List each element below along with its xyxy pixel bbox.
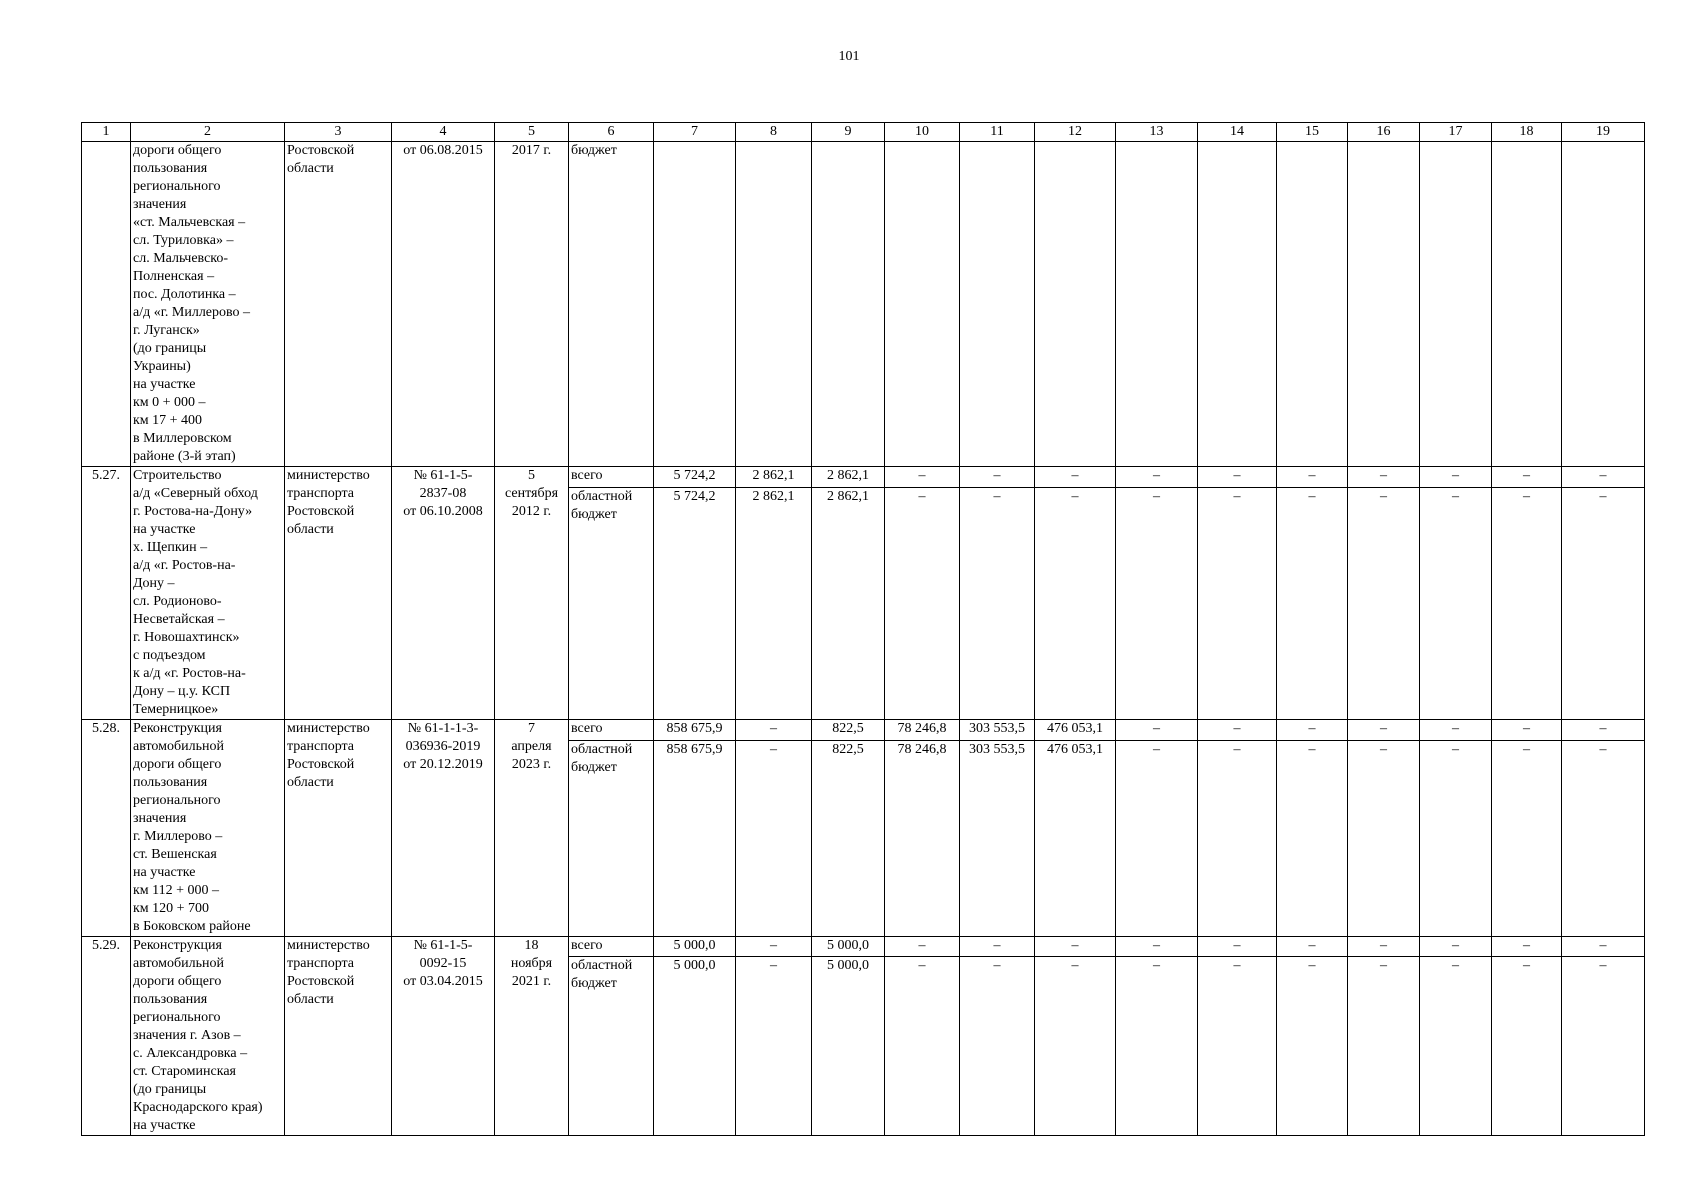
value-cell: –: [1562, 937, 1645, 957]
value-cell: –: [1198, 487, 1277, 719]
value-cell: –: [1198, 467, 1277, 488]
value-cell: –: [1420, 467, 1492, 488]
header-cell: 3: [285, 123, 392, 142]
value-cell: –: [1116, 937, 1198, 957]
funding-source-cell: всего: [569, 720, 654, 741]
value-cell: [1348, 142, 1420, 467]
value-cell: –: [1116, 720, 1198, 741]
table-body: [82, 142, 1645, 1136]
row-number-cell: 5.29.: [82, 937, 131, 1136]
value-cell: –: [885, 957, 960, 1136]
funding-source-cell: областной бюджет: [569, 487, 654, 719]
value-cell: –: [960, 487, 1035, 719]
value-cell: –: [1198, 720, 1277, 741]
header-cell: 14: [1198, 123, 1277, 142]
value-cell: –: [1277, 720, 1348, 741]
project-name-cell: дороги общего пользования регионального значения «ст. Мальчевская – сл. Туриловка» – сл. Мальчевско- Полненская – пос. Долотинка – а/д «г. Миллерово – г. Луганск» (до границы Украины) на участке км 0 + 000 – км 17 + 400 в Миллеровском районе (3-й этап): [131, 142, 285, 467]
organization-cell: министерство транспорта Ростовской области: [285, 467, 392, 720]
page-number: 101: [838, 49, 860, 64]
header-cell: 1: [82, 123, 131, 142]
value-cell: 78 246,8: [885, 740, 960, 936]
project-name-cell: Реконструкция автомобильной дороги общего пользования регионального значения г. Азов – с. Александровка – ст. Староминская (до границы Краснодарского края) на участке: [131, 937, 285, 1136]
value-cell: –: [1492, 487, 1562, 719]
value-cell: –: [1198, 740, 1277, 936]
header-cell: 8: [736, 123, 812, 142]
value-cell: [960, 142, 1035, 467]
value-cell: –: [1420, 937, 1492, 957]
date-cell: 2017 г.: [495, 142, 569, 467]
header-cell: 6: [569, 123, 654, 142]
value-cell: 476 053,1: [1035, 740, 1116, 936]
value-cell: –: [1116, 467, 1198, 488]
funding-source-cell: областной бюджет: [569, 957, 654, 1136]
header-cell: 12: [1035, 123, 1116, 142]
header-cell: 5: [495, 123, 569, 142]
header-cell: 19: [1562, 123, 1645, 142]
funding-source-cell: областной бюджет: [569, 740, 654, 936]
value-cell: –: [1348, 740, 1420, 936]
value-cell: 858 675,9: [654, 740, 736, 936]
value-cell: 822,5: [812, 740, 885, 936]
value-cell: –: [1492, 937, 1562, 957]
row-number-cell: 5.27.: [82, 467, 131, 720]
value-cell: –: [1035, 957, 1116, 1136]
value-cell: [654, 142, 736, 467]
header-cell: 16: [1348, 123, 1420, 142]
value-cell: [812, 142, 885, 467]
value-cell: [885, 142, 960, 467]
value-cell: –: [1562, 467, 1645, 488]
value-cell: 5 000,0: [812, 937, 885, 957]
value-cell: 476 053,1: [1035, 720, 1116, 741]
value-cell: [1198, 142, 1277, 467]
value-cell: –: [1277, 467, 1348, 488]
document-cell: № 61-1-5- 0092-15 от 03.04.2015: [392, 937, 495, 1136]
value-cell: –: [1492, 720, 1562, 741]
value-cell: 5 000,0: [654, 957, 736, 1136]
value-cell: –: [885, 487, 960, 719]
project-row-total: [82, 937, 1645, 957]
value-cell: –: [885, 937, 960, 957]
value-cell: [1277, 142, 1348, 467]
value-cell: –: [736, 937, 812, 957]
value-cell: 2 862,1: [812, 487, 885, 719]
value-cell: –: [736, 957, 812, 1136]
value-cell: –: [1198, 957, 1277, 1136]
value-cell: 5 724,2: [654, 467, 736, 488]
organization-cell: Ростовской области: [285, 142, 392, 467]
value-cell: –: [1420, 487, 1492, 719]
value-cell: –: [1277, 487, 1348, 719]
row-number-cell: 5.28.: [82, 720, 131, 937]
value-cell: [1492, 142, 1562, 467]
organization-cell: министерство транспорта Ростовской области: [285, 937, 392, 1136]
value-cell: –: [1348, 957, 1420, 1136]
value-cell: –: [1562, 720, 1645, 741]
value-cell: –: [960, 937, 1035, 957]
value-cell: –: [960, 467, 1035, 488]
header-cell: 15: [1277, 123, 1348, 142]
date-cell: 5 сентября 2012 г.: [495, 467, 569, 720]
value-cell: –: [1562, 740, 1645, 936]
value-cell: [1035, 142, 1116, 467]
project-row-total: [82, 720, 1645, 741]
value-cell: [1116, 142, 1198, 467]
value-cell: –: [1492, 467, 1562, 488]
value-cell: 5 000,0: [812, 957, 885, 1136]
header-cell: 4: [392, 123, 495, 142]
value-cell: –: [1277, 740, 1348, 936]
value-cell: –: [885, 467, 960, 488]
header-cell: 13: [1116, 123, 1198, 142]
value-cell: –: [1420, 740, 1492, 936]
value-cell: 2 862,1: [812, 467, 885, 488]
date-cell: 7 апреля 2023 г.: [495, 720, 569, 937]
header-cell: 7: [654, 123, 736, 142]
continuation-row: [82, 142, 1645, 467]
column-number-header: [82, 123, 1645, 142]
row-number-cell: [82, 142, 131, 467]
header-cell: 9: [812, 123, 885, 142]
value-cell: –: [1562, 487, 1645, 719]
funding-source-cell: бюджет: [569, 142, 654, 467]
value-cell: 5 724,2: [654, 487, 736, 719]
value-cell: 822,5: [812, 720, 885, 741]
value-cell: –: [1277, 937, 1348, 957]
project-name-cell: Реконструкция автомобильной дороги общего пользования регионального значения г. Миллерово – ст. Вешенская на участке км 112 + 000 – км 120 + 700 в Боковском районе: [131, 720, 285, 937]
funding-source-cell: всего: [569, 937, 654, 957]
project-name-cell: Строительство а/д «Северный обход г. Ростова-на-Дону» на участке х. Щепкин – а/д «г. Ростов-на- Дону – сл. Родионово- Несветайская – г. Новошахтинск» с подъездом к а/д «г. Ростов-на- Дону – ц.у. КСП Темерницкое»: [131, 467, 285, 720]
document-cell: от 06.08.2015: [392, 142, 495, 467]
program-table: [81, 122, 1645, 1136]
header-cell: 17: [1420, 123, 1492, 142]
header-row: [82, 123, 1645, 142]
value-cell: –: [1492, 740, 1562, 936]
header-cell: 18: [1492, 123, 1562, 142]
value-cell: 858 675,9: [654, 720, 736, 741]
value-cell: –: [1492, 957, 1562, 1136]
value-cell: –: [1116, 487, 1198, 719]
value-cell: –: [1116, 740, 1198, 936]
value-cell: 78 246,8: [885, 720, 960, 741]
value-cell: [1420, 142, 1492, 467]
value-cell: –: [1420, 720, 1492, 741]
value-cell: –: [1348, 937, 1420, 957]
header-cell: 2: [131, 123, 285, 142]
value-cell: –: [1035, 937, 1116, 957]
value-cell: –: [1348, 467, 1420, 488]
value-cell: 2 862,1: [736, 487, 812, 719]
value-cell: –: [1035, 487, 1116, 719]
document-cell: № 61-1-5- 2837-08 от 06.10.2008: [392, 467, 495, 720]
value-cell: –: [1277, 957, 1348, 1136]
value-cell: –: [1420, 957, 1492, 1136]
value-cell: 303 553,5: [960, 720, 1035, 741]
value-cell: [1562, 142, 1645, 467]
value-cell: 303 553,5: [960, 740, 1035, 936]
header-cell: 10: [885, 123, 960, 142]
value-cell: –: [1562, 957, 1645, 1136]
value-cell: 5 000,0: [654, 937, 736, 957]
value-cell: –: [1116, 957, 1198, 1136]
project-row-total: [82, 467, 1645, 488]
header-cell: 11: [960, 123, 1035, 142]
value-cell: –: [736, 720, 812, 741]
value-cell: –: [960, 957, 1035, 1136]
date-cell: 18 ноября 2021 г.: [495, 937, 569, 1136]
value-cell: –: [1035, 467, 1116, 488]
value-cell: 2 862,1: [736, 467, 812, 488]
value-cell: –: [1348, 487, 1420, 719]
organization-cell: министерство транспорта Ростовской области: [285, 720, 392, 937]
value-cell: –: [736, 740, 812, 936]
value-cell: –: [1198, 937, 1277, 957]
document-cell: № 61-1-1-3- 036936-2019 от 20.12.2019: [392, 720, 495, 937]
funding-source-cell: всего: [569, 467, 654, 488]
value-cell: [736, 142, 812, 467]
value-cell: –: [1348, 720, 1420, 741]
